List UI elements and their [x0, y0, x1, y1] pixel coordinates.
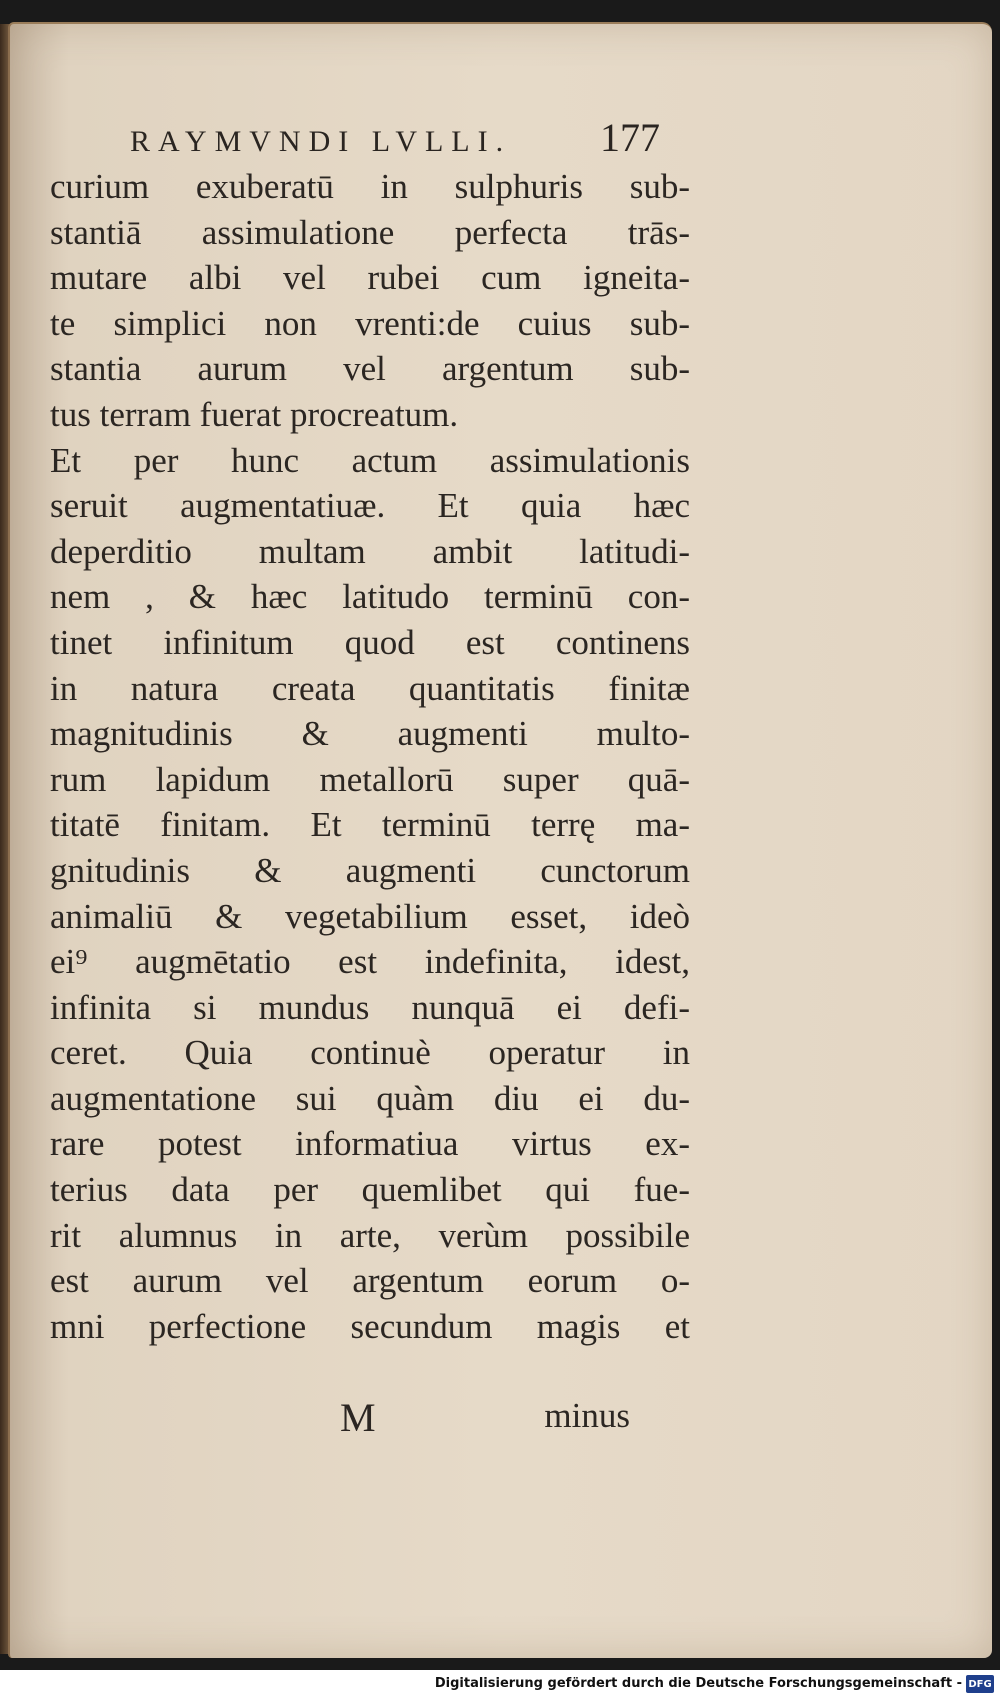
text-line: infinita si mundus nunquā ei defi- — [50, 987, 690, 1027]
book-page — [8, 22, 992, 1658]
text-line: titatē finitam. Et terminū terrę ma- — [50, 805, 690, 845]
running-head — [130, 114, 690, 164]
signature-mark: M — [340, 1395, 376, 1440]
catch-row — [50, 1394, 630, 1444]
text-line: terius data per quemlibet qui fue- — [50, 1170, 690, 1210]
text-line: est aurum vel argentum eorum o- — [50, 1261, 690, 1301]
text-line: Et per hunc actum assimulationis — [50, 440, 690, 480]
text-line: tus terram fuerat procreatum. — [50, 394, 459, 434]
text-line: seruit augmentatiuæ. Et quia hæc — [50, 486, 690, 526]
text-line: ei⁹ augmētatio est indefinita, idest, — [50, 942, 690, 982]
text-line: tinet infinitum quod est continens — [50, 622, 690, 662]
text-line: mutare albi vel rubei cum igneita- — [50, 258, 690, 298]
text-block — [50, 164, 690, 1349]
text-line: in natura creata quantitatis finitæ — [50, 668, 690, 708]
text-line: augmentatione sui quàm diu ei du- — [50, 1078, 690, 1118]
text-line: mni perfectione secundum magis et — [50, 1306, 690, 1346]
text-line: animaliū & vegetabilium esset, ideò — [50, 896, 690, 936]
page-number: 177 — [600, 115, 660, 160]
text-line: ceret. Quia continuè operatur in — [50, 1033, 690, 1073]
text-line: gnitudinis & augmenti cunctorum — [50, 850, 690, 890]
footer-bar — [0, 1670, 1000, 1701]
text-line: nem , & hæc latitudo terminū con- — [50, 577, 690, 617]
text-line: stantiā assimulatione perfecta trās- — [50, 212, 690, 252]
text-line: stantia aurum vel argentum sub- — [50, 349, 690, 389]
text-line: deperditio multam ambit latitudi- — [50, 531, 690, 571]
dfg-logo: DFG — [966, 1675, 994, 1693]
text-line: rare potest informatiua virtus ex- — [50, 1124, 690, 1164]
text-line: curium exuberatū in sulphuris sub- — [50, 167, 690, 206]
text-line: te simplici non vrenti:de cuius sub- — [50, 303, 690, 343]
catchword: minus — [544, 1396, 630, 1435]
funding-credit: Digitalisierung gefördert durch die Deutsche Forschungsgemeinschaft - — [434, 1676, 962, 1691]
text-line: rit alumnus in arte, verùm possibile — [50, 1215, 690, 1255]
running-title: RAYMVNDI LVLLI. — [130, 125, 512, 158]
text-line: magnitudinis & augmenti multo- — [50, 714, 690, 754]
text-line: rum lapidum metallorū super quā- — [50, 759, 690, 799]
